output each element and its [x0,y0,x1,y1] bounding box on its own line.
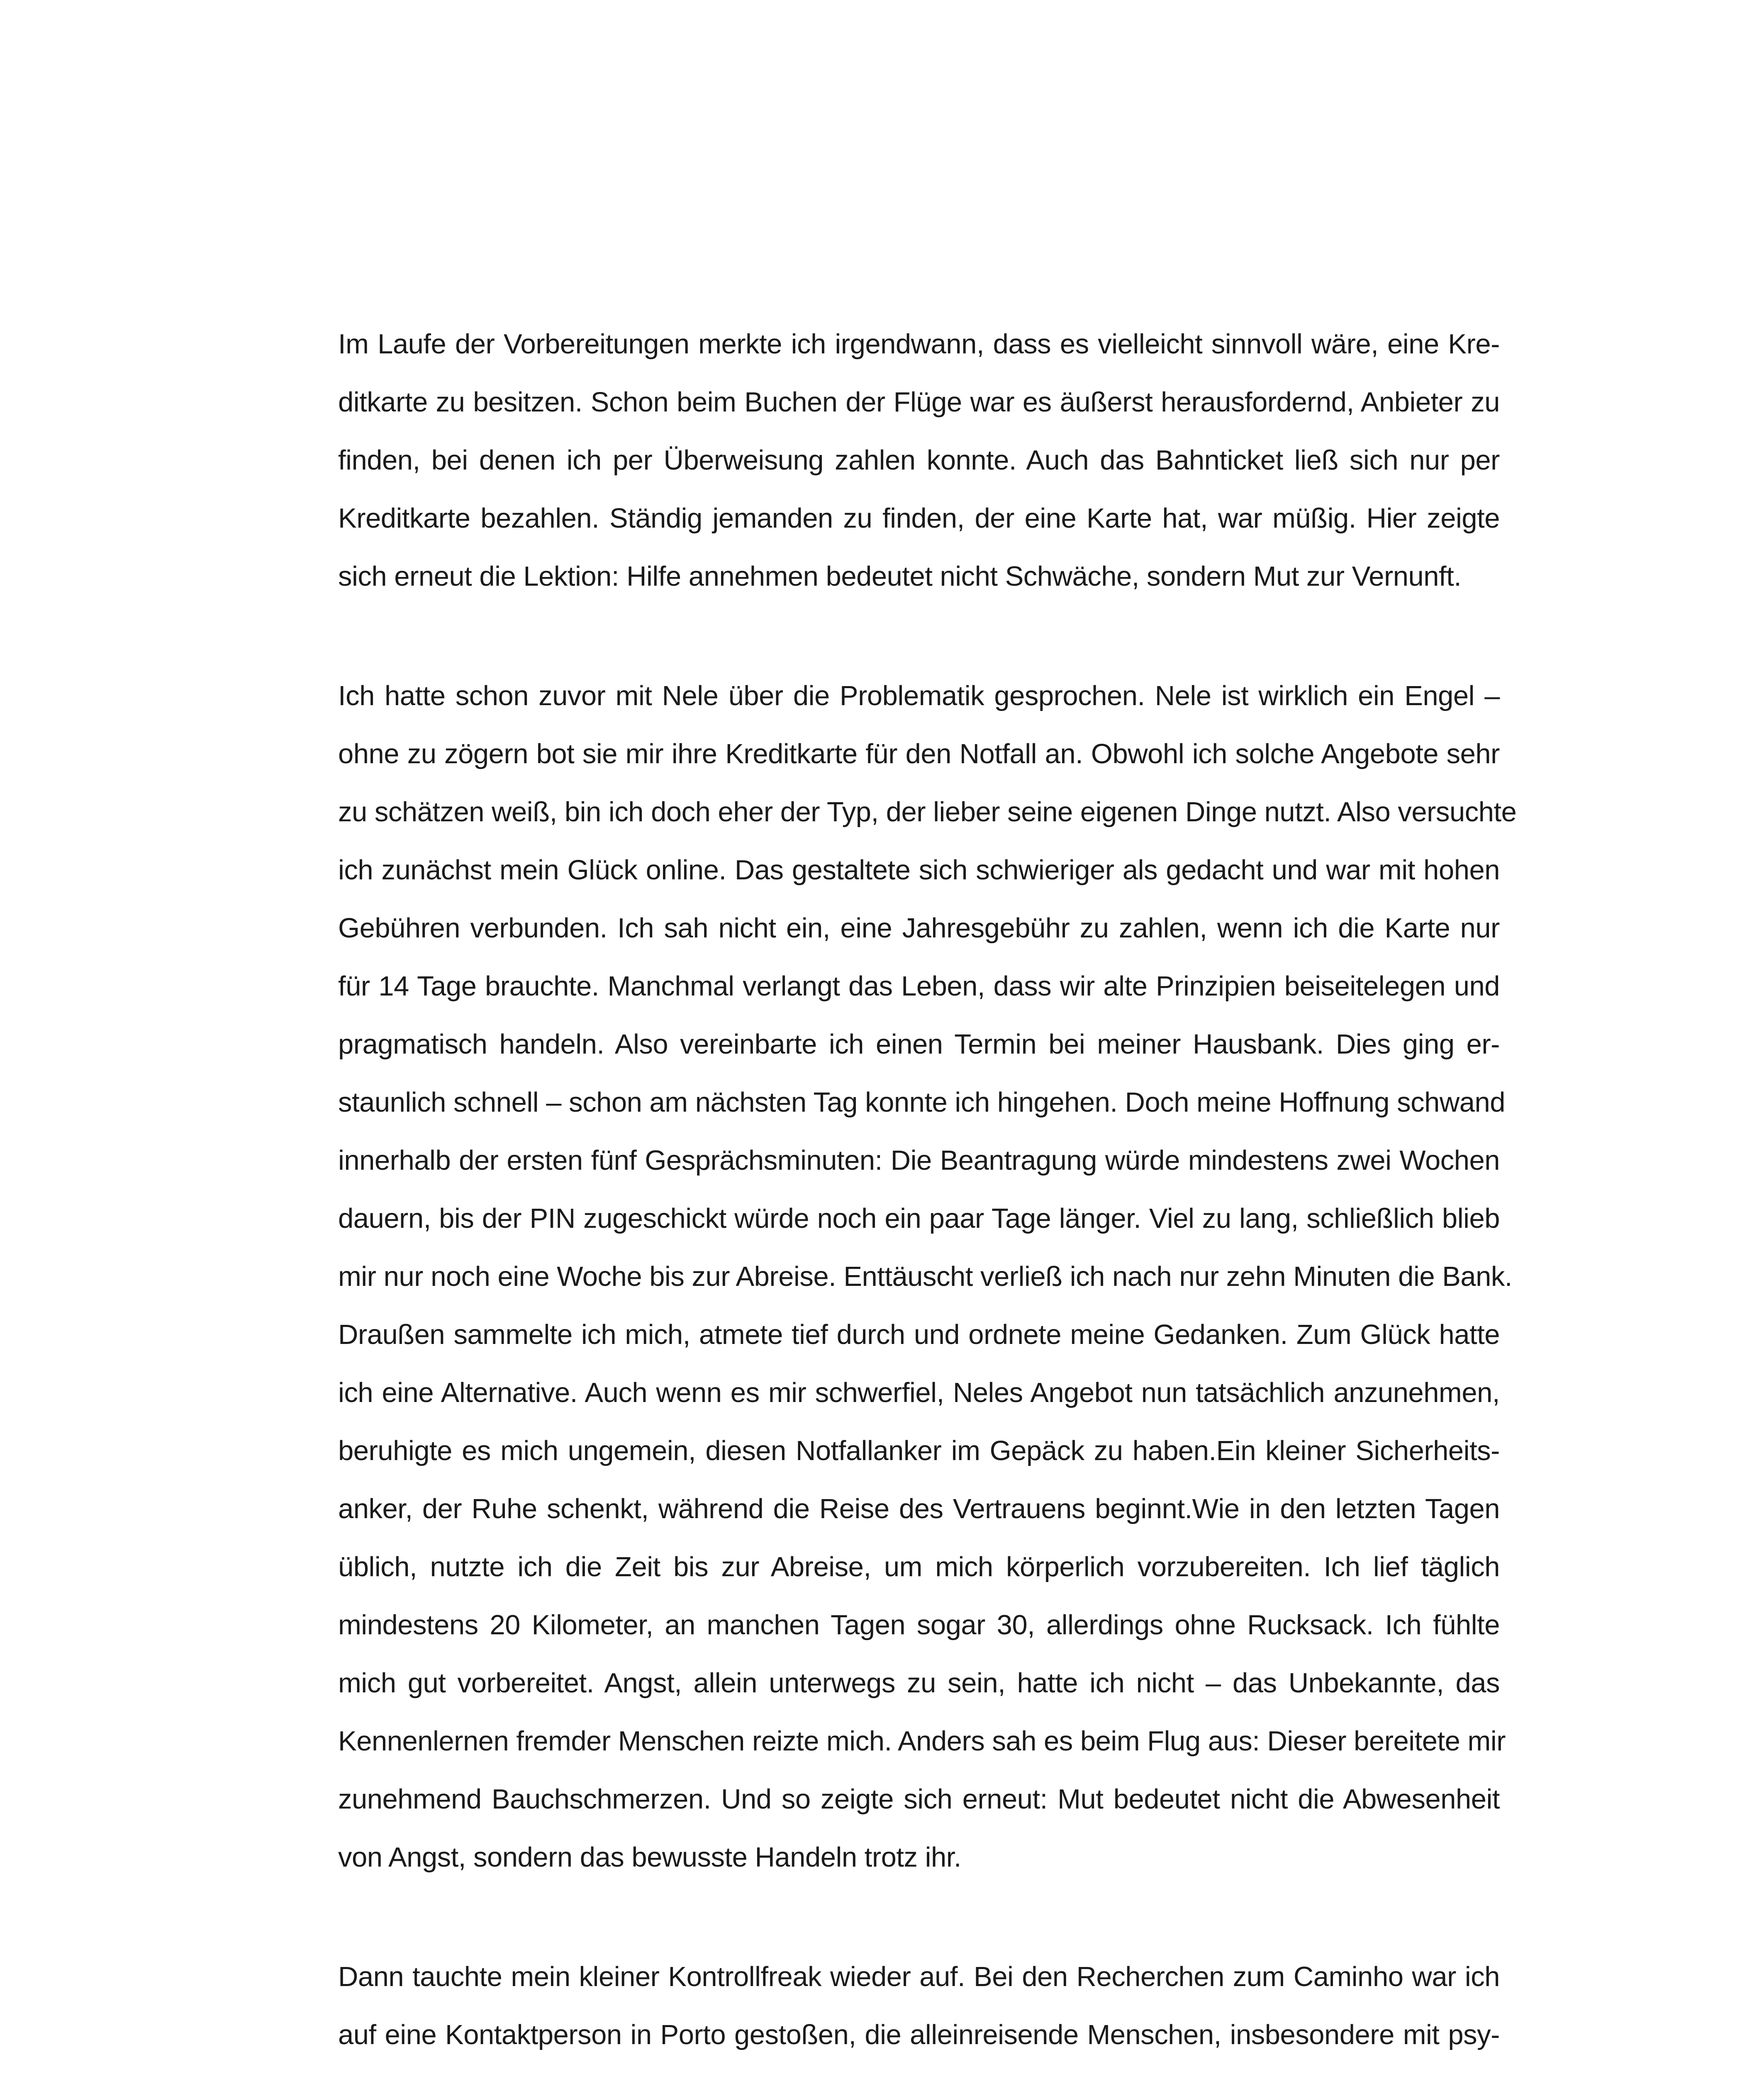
text-line: mindestens 20 Kilometer, an manchen Tagen sogar 30, allerdings ohne Rucksack. Ich fühlte [338,1609,1500,1641]
paragraph-gap [338,1887,1500,1948]
text-line: Ich hatte schon zuvor mit Nele über die Problematik gesprochen. Nele ist wirklich ein Engel – [338,680,1500,711]
text-line: Draußen sammelte ich mich, atmete tief durch und ordnete meine Gedanken. Zum Glück hatte [338,1319,1500,1350]
text-line: ich eine Alternative. Auch wenn es mir schwerfiel, Neles Angebot nun tatsächlich anzunehmen, [338,1377,1500,1408]
text-line: Kennenlernen fremder Menschen reizte mich. Anders sah es beim Flug aus: Dieser bereitete mir [338,1726,1506,1757]
body-text [338,315,1517,2074]
text-line: für 14 Tage brauchte. Manchmal verlangt das Leben, dass wir alte Prinzipien beiseitelegen und [338,971,1500,1002]
text-line: üblich, nutzte ich die Zeit bis zur Abreise, um mich körperlich vorzubereiten. Ich lief täglich [338,1551,1500,1582]
paragraph-2 [338,667,1517,1887]
text-line: auf eine Kontaktperson in Porto gestoßen, die alleinreisende Menschen, insbesondere mit psy- [338,2019,1500,2050]
text-line: von Angst, sondern das bewusste Handeln trotz ihr. [338,1842,962,1873]
text-line: innerhalb der ersten fünf Gesprächsminuten: Die Beantragung würde mindestens zwei Wochen [338,1145,1500,1176]
text-line: dauern, bis der PIN zugeschickt würde noch ein paar Tage länger. Viel zu lang, schließlich blieb [338,1203,1500,1234]
text-line: zu schätzen weiß, bin ich doch eher der Typ, der lieber seine eigenen Dinge nutzt. Also versuchte [338,796,1517,828]
text-line: anker, der Ruhe schenkt, während die Reise des Vertrauens beginnt.Wie in den letzten Tagen [338,1493,1500,1524]
text-line: beruhigte es mich ungemein, diesen Notfallanker im Gepäck zu haben.Ein kleiner Sicherheits- [338,1435,1500,1466]
text-line: mich gut vorbereitet. Angst, allein unterwegs zu sein, hatte ich nicht – das Unbekannte, das [338,1667,1500,1699]
text-line: finden, bei denen ich per Überweisung zahlen konnte. Auch das Bahnticket ließ sich nur per [338,445,1500,476]
text-line: Gebühren verbunden. Ich sah nicht ein, eine Jahresgebühr zu zahlen, wenn ich die Karte nur [338,913,1500,944]
text-line: ohne zu zögern bot sie mir ihre Kreditkarte für den Notfall an. Obwohl ich solche Angebote sehr [338,738,1500,769]
text-line: Im Laufe der Vorbereitungen merkte ich irgendwann, dass es vielleicht sinnvoll wäre, eine Kre- [338,329,1500,360]
text-line: Kreditkarte bezahlen. Ständig jemanden zu finden, der eine Karte hat, war müßig. Hier zeigte [338,503,1500,534]
text-line: sich erneut die Lektion: Hilfe annehmen bedeutet nicht Schwäche, sondern Mut zur Vernunft. [338,561,1462,592]
text-line: Dann tauchte mein kleiner Kontrollfreak wieder auf. Bei den Recherchen zum Caminho war ich [338,1961,1500,1992]
text-line: staunlich schnell – schon am nächsten Tag konnte ich hingehen. Doch meine Hoffnung schwand [338,1087,1506,1118]
text-line: ditkarte zu besitzen. Schon beim Buchen der Flüge war es äußerst herausfordernd, Anbieter zu [338,387,1500,418]
paragraph-1 [338,315,1500,606]
text-line: ich zunächst mein Glück online. Das gestaltete sich schwieriger als gedacht und war mit hohen [338,854,1500,886]
paragraph-gap [338,606,1500,667]
text-line: mir nur noch eine Woche bis zur Abreise. Enttäuscht verließ ich nach nur zehn Minuten die Bank. [338,1261,1513,1292]
text-line [338,2064,1500,2074]
text-line: zunehmend Bauchschmerzen. Und so zeigte sich erneut: Mut bedeutet nicht die Abwesenheit [338,1784,1500,1815]
paragraph-3 [338,1948,1500,2074]
text-line: pragmatisch handeln. Also vereinbarte ich einen Termin bei meiner Hausbank. Dies ging er- [338,1029,1500,1060]
